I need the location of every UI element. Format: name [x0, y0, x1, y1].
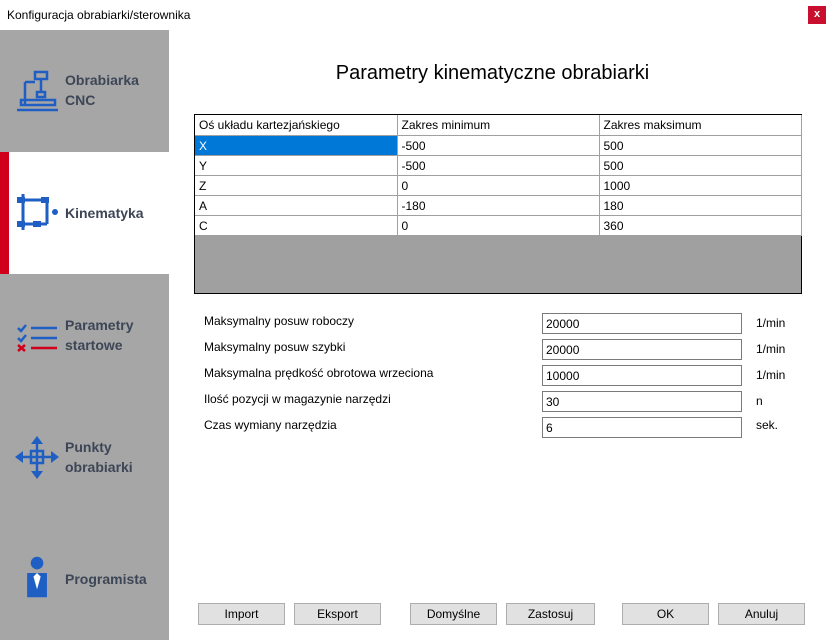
- label-line2: CNC: [65, 92, 96, 108]
- sidebar-item-label: Programista: [65, 571, 147, 587]
- max-rapid-label: Maksymalny posuw szybki: [204, 340, 346, 354]
- window-title: Konfiguracja obrabiarki/sterownika: [7, 8, 191, 22]
- sidebar-item-kinematics[interactable]: [0, 152, 169, 274]
- table-header-row: [195, 115, 801, 136]
- tool-change-unit: sek.: [756, 418, 779, 432]
- max-feed-unit: 1/min: [756, 316, 786, 330]
- table-cell[interactable]: 0: [397, 216, 599, 236]
- table-cell[interactable]: C: [195, 216, 397, 236]
- table-cell[interactable]: 1000: [599, 176, 801, 196]
- defaults-button[interactable]: Domyślne: [410, 603, 497, 625]
- table-cell[interactable]: 360: [599, 216, 801, 236]
- cnc-machine-icon: [15, 70, 60, 115]
- table-row[interactable]: [195, 176, 801, 196]
- column-header-max[interactable]: Zakres maksimum: [599, 115, 801, 136]
- table-row[interactable]: [195, 136, 801, 156]
- max-spindle-label: Maksymalna prędkość obrotowa wrzeciona: [204, 366, 434, 380]
- magazine-slots-unit: n: [756, 394, 763, 408]
- table-cell[interactable]: Z: [195, 176, 397, 196]
- label-line2: startowe: [65, 337, 123, 353]
- max-rapid-unit: 1/min: [756, 342, 786, 356]
- title-bar: [0, 0, 827, 30]
- ok-button[interactable]: OK: [622, 603, 709, 625]
- table-cell[interactable]: Y: [195, 156, 397, 176]
- table-row[interactable]: [195, 196, 801, 216]
- label-line1: Obrabiarka: [65, 72, 139, 88]
- sidebar-item-start-params[interactable]: [0, 315, 169, 395]
- sidebar-item-machine[interactable]: [0, 60, 169, 140]
- table-cell[interactable]: -500: [397, 156, 599, 176]
- axis-table: [195, 115, 802, 236]
- table-cell[interactable]: -500: [397, 136, 599, 156]
- column-header-axis[interactable]: Oś układu kartezjańskiego: [195, 115, 397, 136]
- magazine-slots-input[interactable]: [542, 391, 742, 412]
- sidebar: [0, 30, 169, 640]
- table-cell[interactable]: 180: [599, 196, 801, 216]
- table-cell[interactable]: 500: [599, 136, 801, 156]
- checklist-icon: [15, 320, 60, 365]
- cancel-button[interactable]: Anuluj: [718, 603, 805, 625]
- table-row[interactable]: [195, 216, 801, 236]
- tool-change-label: Czas wymiany narzędzia: [204, 418, 337, 432]
- max-rapid-input[interactable]: [542, 339, 742, 360]
- table-cell[interactable]: 0: [397, 176, 599, 196]
- export-button[interactable]: Eksport: [294, 603, 381, 625]
- label-line2: obrabiarki: [65, 459, 133, 475]
- sidebar-item-label: [65, 315, 134, 355]
- label-line1: Parametry: [65, 317, 134, 333]
- magazine-slots-label: Ilość pozycji w magazynie narzędzi: [204, 392, 391, 406]
- max-feed-input[interactable]: [542, 313, 742, 334]
- programmer-icon: [15, 555, 60, 600]
- max-spindle-input[interactable]: [542, 365, 742, 386]
- close-button[interactable]: x: [808, 6, 826, 24]
- import-button[interactable]: Import: [198, 603, 285, 625]
- tool-change-input[interactable]: [542, 417, 742, 438]
- column-header-min[interactable]: Zakres minimum: [397, 115, 599, 136]
- table-row[interactable]: [195, 156, 801, 176]
- table-cell[interactable]: -180: [397, 196, 599, 216]
- sidebar-item-label: [65, 70, 139, 110]
- table-cell[interactable]: X: [195, 136, 397, 156]
- kinematics-grid[interactable]: [194, 114, 802, 294]
- move-arrows-icon: [15, 435, 60, 480]
- apply-button[interactable]: Zastosuj: [506, 603, 595, 625]
- max-spindle-unit: 1/min: [756, 368, 786, 382]
- sidebar-item-machine-points[interactable]: [0, 435, 169, 515]
- sidebar-item-label: [65, 437, 133, 477]
- sidebar-item-programmer[interactable]: [0, 555, 169, 635]
- page-title: Parametry kinematyczne obrabiarki: [335, 62, 650, 84]
- kinematics-icon: [15, 190, 60, 235]
- table-cell[interactable]: A: [195, 196, 397, 216]
- active-marker: [0, 152, 9, 274]
- max-feed-label: Maksymalny posuw roboczy: [204, 314, 355, 328]
- label-line1: Punkty: [65, 439, 112, 455]
- sidebar-item-label: Kinematyka: [65, 205, 144, 221]
- table-cell[interactable]: 500: [599, 156, 801, 176]
